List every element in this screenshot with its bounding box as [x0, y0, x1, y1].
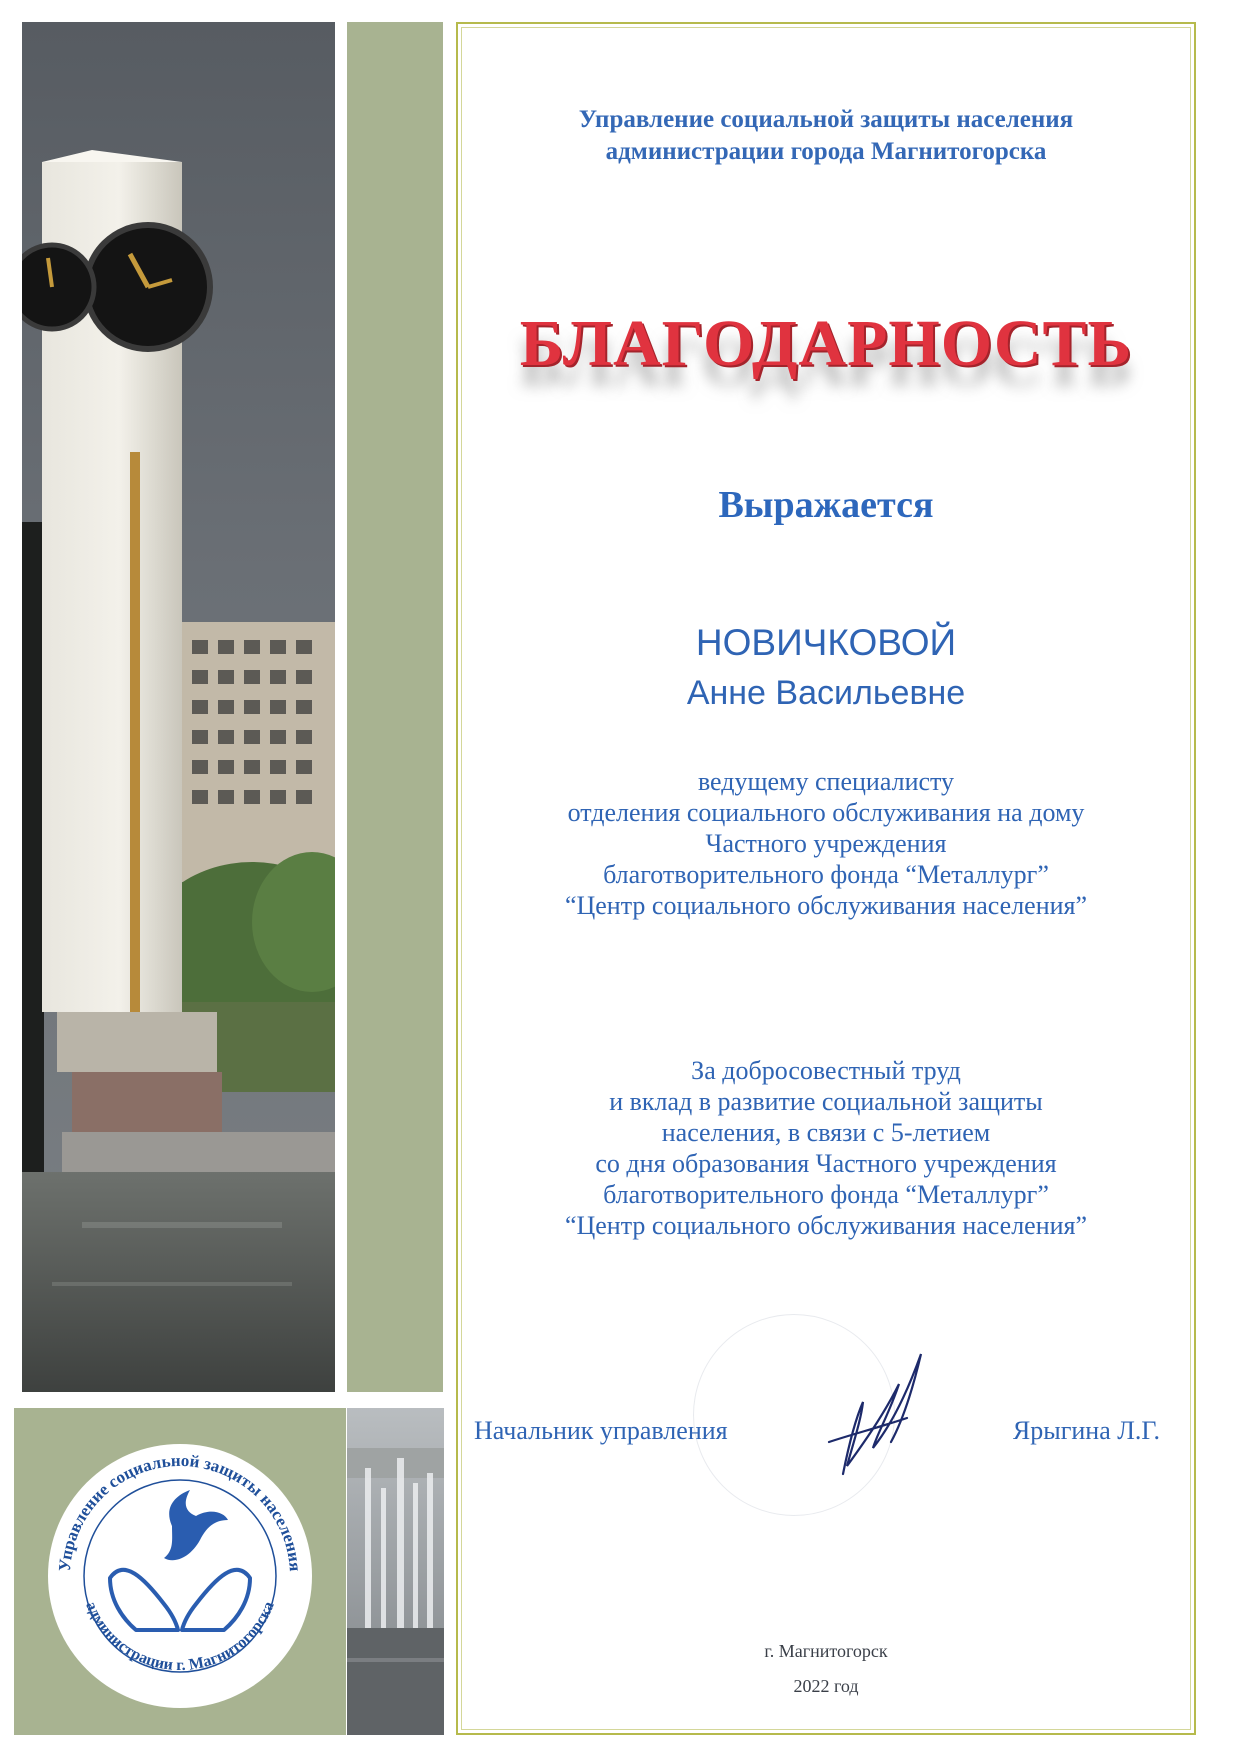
position-line: ведущему специалисту	[697, 767, 955, 796]
social-protection-emblem	[14, 1408, 346, 1735]
award-reason	[458, 1055, 1194, 1241]
clock-tower-photo	[22, 22, 335, 1392]
issuer-line: администрации города Магнитогорска	[605, 138, 1047, 165]
issue-place: г. Магнитогорск	[764, 1641, 888, 1661]
recipient-surname: НОВИЧКОВОЙ	[695, 622, 957, 663]
svg-text:администрации г. Магнитогорска: администрации г. Магнитогорска	[82, 1599, 278, 1675]
reason-line: со дня образования Частного учреждения	[595, 1149, 1057, 1178]
position-line: Частного учреждения	[705, 829, 947, 858]
reason-line: населения, в связи с 5-летием	[661, 1118, 991, 1147]
recipient-position	[458, 766, 1194, 921]
reason-line: “Центр социального обслуживания населения”	[564, 1211, 1088, 1240]
reason-line: За добросовестный труд	[691, 1056, 961, 1085]
reason-line: благотворительного фонда “Металлург”	[603, 1180, 1049, 1209]
issuer-heading	[458, 104, 1194, 168]
recipient-given-names: Анне Васильевне	[686, 674, 966, 712]
certificate-title: БЛАГОДАРНОСТЬ	[519, 307, 1133, 380]
issuer-line: Управление социальной защиты населения	[578, 106, 1074, 133]
position-line: отделения социального обслуживания на дому	[567, 798, 1085, 827]
signer-role: Начальник управления	[474, 1416, 728, 1445]
position-line: благотворительного фонда “Металлург”	[603, 860, 1049, 889]
signer-name: Ярыгина Л.Г.	[1012, 1416, 1160, 1445]
reason-line: и вклад в развитие социальной защиты	[609, 1087, 1043, 1116]
expressed-heading: Выражается	[718, 484, 934, 526]
fountain-photo	[347, 1408, 444, 1735]
certificate-frame	[456, 22, 1196, 1735]
handwritten-signature	[803, 1324, 943, 1484]
emblem-panel	[14, 1408, 346, 1735]
svg-text:Управление социальной защиты н: Управление социальной защиты населения	[55, 1450, 305, 1573]
issue-year: 2022 год	[793, 1676, 859, 1696]
position-line: “Центр социального обслуживания населения”	[564, 891, 1088, 920]
decorative-green-strip	[347, 22, 443, 1392]
